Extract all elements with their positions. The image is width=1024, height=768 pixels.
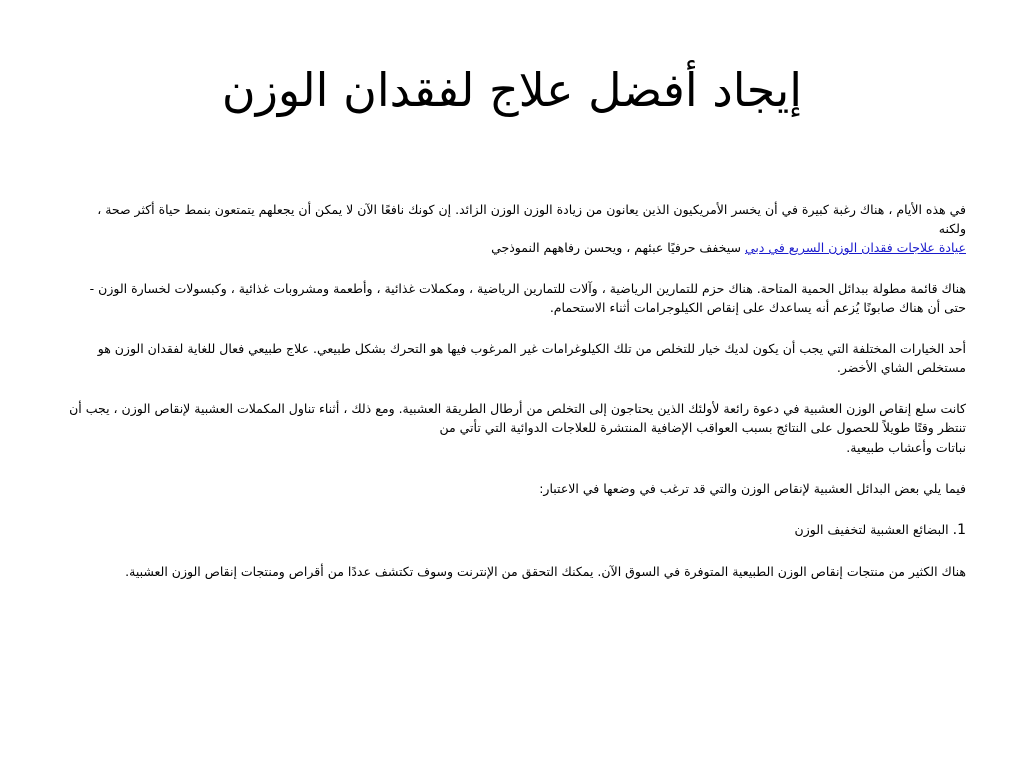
paragraph-natural-herbs: نباتات وأعشاب طبيعية. [846,440,966,455]
page-title: إيجاد أفضل علاج لفقدان الوزن [221,63,803,117]
list-item-text: البضائع العشبية لتخفيف الوزن [794,522,953,537]
paragraph-alternatives-intro: فيما يلي بعض البدائل العشبية لإنقاص الوزن والتي قد ترغب في وضعها في الاعتبار: [539,481,966,496]
intro-text: في هذه الأيام ، هناك رغبة كبيرة في أن يخسر الأمريكيون الذين يعانون من زيادة الوزن الوزن الزائد. إن كونك نافعًا الآن لا يمكن أن يجعلهم يتمتعون بنمط حياة أكثر صحة ، ولكنه [97,202,966,236]
paragraph-green-tea: أحد الخيارات المختلفة التي يجب أن يكون لديك خيار للتخلص من تلك الكيلوغرامات غير المرغوب فيها هو التحرك بشكل طبيعي. علاج طبيعي فعال للغاية لفقدان الوزن هو مستخلص الشاي الأخضر. [97,341,966,375]
article-body [68,200,966,603]
list-item [68,520,966,540]
paragraph-market-products: هناك الكثير من منتجات إنقاص الوزن الطبيعية المتوفرة في السوق الآن. يمكنك التحقق من الإنترنت وسوف تكتشف عددًا من أقراص ومنتجات إنقاص الوزن العشبية. [125,564,966,579]
paragraph-intro [68,200,966,257]
paragraph-herbal-products: كانت سلع إنقاص الوزن العشبية في دعوة رائعة لأولئك الذين يحتاجون إلى التخلص من أرطال الطريقة العشبية. ومع ذلك ، أثناء تناول المكملات العشبية لإنقاص الوزن ، يجب أن تنتظر وقتًا طويلاً للحصول على النتائج بسبب العواقب الإضافية المنتشرة للعلاجات الدوائية التي تأتي من [69,401,966,435]
paragraph-diet-options: هناك قائمة مطولة ببدائل الحمية المتاحة. هناك حزم للتمارين الرياضية ، وآلات للتمارين الرياضية ، ومكملات غذائية ، وأطعمة ومشروبات غذائية ، وكبسولات لخسارة الوزن - حتى أن هناك صابونًا يُزعم أنه يساعدك على إنقاص الكيلوجرامات أثناء الاستحمام. [89,281,966,315]
clinic-link[interactable]: عيادة علاجات فقدان الوزن السريع في دبي [744,240,966,255]
list-number: 1. [952,522,966,538]
intro-text-end: سيخفف حرفيًا عبئهم ، ويحسن رفاههم النموذجي [491,240,745,255]
